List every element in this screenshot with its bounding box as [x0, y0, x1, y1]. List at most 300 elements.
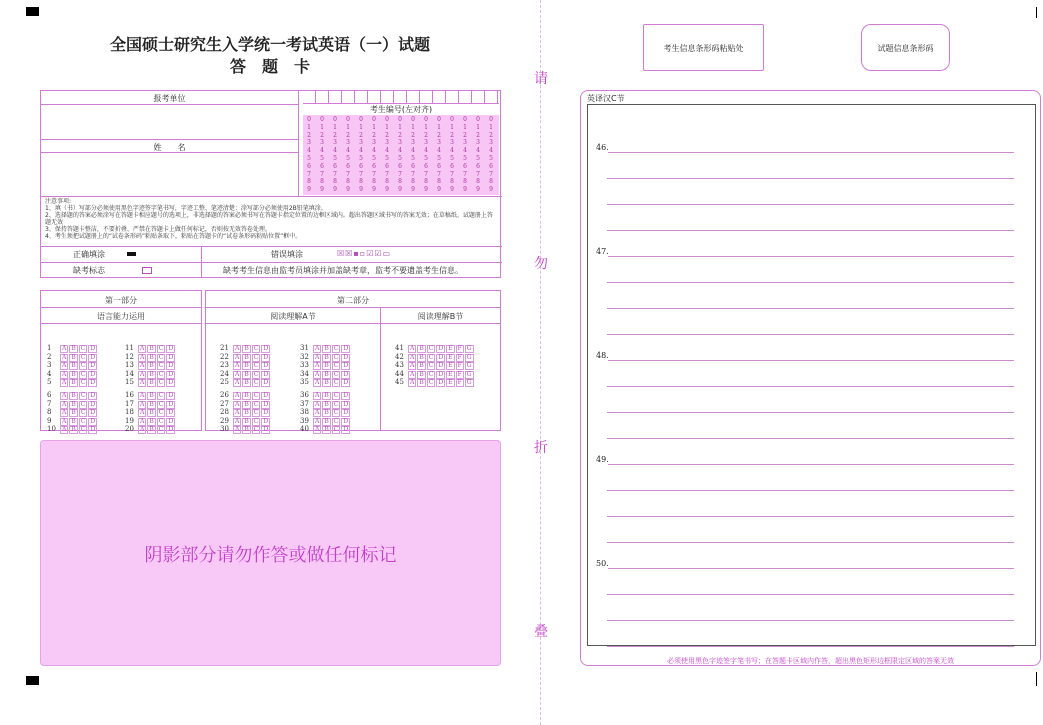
digit-bubble[interactable]: 0 — [463, 116, 467, 123]
digit-bubble[interactable]: 2 — [437, 131, 441, 139]
option-bubble[interactable]: C — [158, 426, 164, 433]
option-bubble[interactable]: B — [419, 362, 424, 369]
option-bubble[interactable]: C — [80, 400, 86, 408]
digit-bubble[interactable]: 1 — [398, 123, 402, 131]
option-bubble[interactable]: D — [168, 392, 174, 399]
option-bubble[interactable]: B — [324, 370, 329, 378]
option-bubble[interactable]: C — [253, 417, 259, 425]
digit-bubble[interactable]: 3 — [411, 139, 415, 147]
option-bubble[interactable]: F — [457, 379, 462, 386]
digit-bubble[interactable]: 2 — [359, 131, 363, 139]
option-bubble[interactable]: C — [333, 409, 339, 416]
digit-bubble[interactable]: 1 — [359, 123, 363, 131]
option-bubble[interactable]: C — [428, 370, 434, 378]
option-bubble[interactable]: C — [253, 426, 259, 433]
option-bubble[interactable]: D — [343, 426, 349, 433]
option-bubble[interactable]: A — [235, 379, 240, 386]
digit-bubble[interactable]: 9 — [450, 186, 454, 194]
answer-line[interactable] — [607, 230, 1014, 231]
exam-number-column[interactable] — [433, 116, 445, 194]
option-bubble[interactable]: C — [158, 345, 164, 352]
answer-line[interactable] — [607, 594, 1014, 595]
digit-bubble[interactable]: 3 — [476, 139, 480, 147]
option-bubble[interactable]: E — [448, 353, 453, 361]
digit-bubble[interactable]: 0 — [385, 116, 389, 123]
digit-bubble[interactable]: 7 — [359, 170, 363, 178]
digit-bubble[interactable]: 8 — [385, 178, 389, 186]
option-bubble[interactable]: D — [90, 345, 96, 352]
option-bubble[interactable]: B — [244, 345, 249, 352]
digit-bubble[interactable]: 9 — [359, 186, 363, 194]
option-bubble[interactable]: A — [315, 409, 320, 416]
option-bubble[interactable]: D — [438, 370, 444, 378]
answer-line[interactable] — [607, 282, 1014, 283]
digit-bubble[interactable]: 3 — [346, 139, 350, 147]
option-bubble[interactable]: B — [244, 400, 249, 408]
option-bubble[interactable]: C — [333, 426, 339, 433]
answer-line[interactable] — [608, 464, 1014, 465]
option-bubble[interactable]: C — [333, 417, 339, 425]
answer-line[interactable] — [607, 308, 1014, 309]
digit-bubble[interactable]: 3 — [320, 139, 324, 147]
option-bubble[interactable]: D — [263, 392, 269, 399]
digit-bubble[interactable]: 5 — [333, 154, 337, 162]
option-bubble[interactable]: G — [466, 345, 472, 352]
exam-number-column[interactable] — [459, 116, 471, 194]
option-bubble[interactable]: D — [438, 379, 444, 386]
option-bubble[interactable]: C — [253, 370, 259, 378]
digit-bubble[interactable]: 2 — [320, 131, 324, 139]
option-bubble[interactable]: A — [235, 345, 240, 352]
digit-bubble[interactable]: 4 — [307, 147, 311, 155]
option-bubble[interactable]: D — [438, 353, 444, 361]
digit-bubble[interactable]: 7 — [372, 170, 376, 178]
option-bubble[interactable]: C — [80, 426, 86, 433]
digit-bubble[interactable]: 3 — [424, 139, 428, 147]
option-bubble[interactable]: D — [263, 370, 269, 378]
option-bubble[interactable]: F — [457, 362, 462, 369]
option-bubble[interactable]: D — [438, 345, 444, 352]
digit-bubble[interactable]: 3 — [437, 139, 441, 147]
option-bubble[interactable]: D — [168, 370, 174, 378]
option-bubble[interactable]: B — [149, 400, 154, 408]
option-bubble[interactable]: A — [140, 379, 145, 386]
option-bubble[interactable]: G — [466, 362, 472, 369]
answer-line[interactable] — [607, 620, 1014, 621]
option-bubble[interactable]: B — [71, 353, 76, 361]
option-bubble[interactable]: D — [168, 345, 174, 352]
option-bubble[interactable]: B — [149, 345, 154, 352]
digit-bubble[interactable]: 2 — [463, 131, 467, 139]
digit-bubble[interactable]: 7 — [320, 170, 324, 178]
digit-bubble[interactable]: 1 — [424, 123, 428, 131]
digit-bubble[interactable]: 1 — [476, 123, 480, 131]
digit-bubble[interactable]: 6 — [307, 162, 311, 170]
option-bubble[interactable]: A — [62, 362, 67, 369]
digit-bubble[interactable]: 7 — [307, 170, 311, 178]
option-bubble[interactable]: C — [158, 417, 164, 425]
digit-bubble[interactable]: 4 — [372, 147, 376, 155]
option-bubble[interactable]: B — [244, 409, 249, 416]
digit-bubble[interactable]: 5 — [437, 154, 441, 162]
option-bubble[interactable]: A — [62, 370, 67, 378]
digit-bubble[interactable]: 6 — [385, 162, 389, 170]
digit-bubble[interactable]: 2 — [346, 131, 350, 139]
digit-bubble[interactable]: 4 — [333, 147, 337, 155]
digit-bubble[interactable]: 4 — [411, 147, 415, 155]
digit-bubble[interactable]: 8 — [411, 178, 415, 186]
option-bubble[interactable]: E — [448, 345, 453, 352]
option-bubble[interactable]: C — [253, 400, 259, 408]
digit-bubble[interactable]: 7 — [489, 170, 493, 178]
digit-bubble[interactable]: 7 — [463, 170, 467, 178]
answer-line[interactable] — [607, 646, 1014, 647]
digit-bubble[interactable]: 8 — [307, 178, 311, 186]
digit-bubble[interactable]: 9 — [398, 186, 402, 194]
digit-bubble[interactable]: 6 — [489, 162, 493, 170]
option-bubble[interactable]: A — [140, 426, 145, 433]
option-bubble[interactable]: B — [149, 417, 154, 425]
option-bubble[interactable]: A — [315, 417, 320, 425]
digit-bubble[interactable]: 3 — [385, 139, 389, 147]
option-bubble[interactable]: D — [168, 400, 174, 408]
exam-number-column[interactable] — [329, 116, 341, 194]
exam-number-column[interactable] — [394, 116, 406, 194]
digit-bubble[interactable]: 8 — [359, 178, 363, 186]
digit-bubble[interactable]: 2 — [385, 131, 389, 139]
option-bubble[interactable]: D — [438, 362, 444, 369]
option-bubble[interactable]: F — [457, 370, 462, 378]
option-bubble[interactable]: B — [71, 362, 76, 369]
exam-number-grid[interactable] — [303, 115, 499, 195]
digit-bubble[interactable]: 8 — [398, 178, 402, 186]
option-bubble[interactable]: B — [324, 426, 329, 433]
digit-bubble[interactable]: 7 — [411, 170, 415, 178]
option-bubble[interactable]: B — [324, 392, 329, 399]
digit-bubble[interactable]: 0 — [450, 116, 454, 123]
option-bubble[interactable]: B — [324, 353, 329, 361]
exam-number-column[interactable] — [381, 116, 393, 194]
digit-bubble[interactable]: 4 — [320, 147, 324, 155]
digit-bubble[interactable]: 4 — [359, 147, 363, 155]
digit-bubble[interactable]: 1 — [346, 123, 350, 131]
option-bubble[interactable]: B — [149, 426, 154, 433]
digit-bubble[interactable]: 6 — [398, 162, 402, 170]
option-bubble[interactable]: D — [168, 353, 174, 361]
option-bubble[interactable]: A — [235, 426, 240, 433]
option-bubble[interactable]: A — [410, 370, 415, 378]
option-bubble[interactable]: D — [263, 417, 269, 425]
digit-bubble[interactable]: 9 — [489, 186, 493, 194]
option-bubble[interactable]: D — [168, 379, 174, 386]
option-bubble[interactable]: A — [235, 392, 240, 399]
digit-bubble[interactable]: 1 — [333, 123, 337, 131]
option-bubble[interactable]: A — [140, 392, 145, 399]
option-bubble[interactable]: G — [466, 379, 472, 386]
digit-bubble[interactable]: 8 — [437, 178, 441, 186]
option-bubble[interactable]: C — [80, 409, 86, 416]
option-bubble[interactable]: A — [140, 400, 145, 408]
digit-bubble[interactable]: 1 — [385, 123, 389, 131]
option-bubble[interactable]: B — [324, 379, 329, 386]
answer-line[interactable] — [607, 542, 1014, 543]
option-bubble[interactable]: B — [71, 379, 76, 386]
option-bubble[interactable]: D — [263, 345, 269, 352]
option-bubble[interactable]: B — [149, 370, 154, 378]
option-bubble[interactable]: A — [62, 400, 67, 408]
option-bubble[interactable]: B — [71, 417, 76, 425]
exam-number-write-row[interactable] — [303, 91, 499, 104]
exam-number-column[interactable] — [420, 116, 432, 194]
option-bubble[interactable]: F — [457, 345, 462, 352]
option-bubble[interactable]: C — [428, 379, 434, 386]
digit-bubble[interactable]: 8 — [489, 178, 493, 186]
exam-number-column[interactable] — [472, 116, 484, 194]
option-bubble[interactable]: B — [324, 362, 329, 369]
digit-bubble[interactable]: 5 — [372, 154, 376, 162]
digit-bubble[interactable]: 5 — [359, 154, 363, 162]
digit-bubble[interactable]: 4 — [346, 147, 350, 155]
option-bubble[interactable]: C — [80, 417, 86, 425]
option-bubble[interactable]: A — [315, 353, 320, 361]
option-bubble[interactable]: A — [235, 417, 240, 425]
answer-line[interactable] — [607, 178, 1014, 179]
digit-bubble[interactable]: 6 — [333, 162, 337, 170]
option-bubble[interactable]: C — [428, 345, 434, 352]
option-bubble[interactable]: C — [80, 345, 86, 352]
digit-bubble[interactable]: 0 — [359, 116, 363, 123]
option-bubble[interactable]: A — [410, 362, 415, 369]
option-bubble[interactable]: G — [466, 353, 472, 361]
digit-bubble[interactable]: 0 — [320, 116, 324, 123]
option-bubble[interactable]: A — [315, 379, 320, 386]
option-bubble[interactable]: C — [158, 353, 164, 361]
option-bubble[interactable]: D — [90, 409, 96, 416]
option-bubble[interactable]: B — [324, 345, 329, 352]
absent-checkbox[interactable] — [142, 267, 152, 274]
exam-number-column[interactable] — [446, 116, 458, 194]
option-bubble[interactable]: C — [80, 370, 86, 378]
option-bubble[interactable]: D — [343, 379, 349, 386]
answer-line[interactable] — [607, 438, 1014, 439]
answer-line[interactable] — [607, 204, 1014, 205]
option-bubble[interactable]: B — [419, 345, 424, 352]
option-bubble[interactable]: B — [244, 392, 249, 399]
digit-bubble[interactable]: 2 — [476, 131, 480, 139]
digit-bubble[interactable]: 0 — [424, 116, 428, 123]
digit-bubble[interactable]: 2 — [424, 131, 428, 139]
digit-bubble[interactable]: 2 — [307, 131, 311, 139]
option-bubble[interactable]: A — [315, 392, 320, 399]
digit-bubble[interactable]: 6 — [476, 162, 480, 170]
digit-bubble[interactable]: 5 — [320, 154, 324, 162]
option-bubble[interactable]: A — [410, 379, 415, 386]
answer-line[interactable] — [607, 386, 1014, 387]
answer-line[interactable] — [608, 152, 1014, 153]
option-bubble[interactable]: C — [428, 362, 434, 369]
digit-bubble[interactable]: 0 — [476, 116, 480, 123]
option-bubble[interactable]: F — [457, 353, 462, 361]
option-bubble[interactable]: C — [333, 400, 339, 408]
option-bubble[interactable]: D — [343, 353, 349, 361]
digit-bubble[interactable]: 8 — [346, 178, 350, 186]
digit-bubble[interactable]: 1 — [437, 123, 441, 131]
digit-bubble[interactable]: 1 — [411, 123, 415, 131]
option-bubble[interactable]: C — [253, 353, 259, 361]
digit-bubble[interactable]: 7 — [333, 170, 337, 178]
digit-bubble[interactable]: 0 — [372, 116, 376, 123]
option-bubble[interactable]: D — [343, 370, 349, 378]
option-bubble[interactable]: D — [90, 426, 96, 433]
option-bubble[interactable]: B — [71, 370, 76, 378]
answer-line[interactable] — [607, 412, 1014, 413]
answer-line[interactable] — [608, 568, 1014, 569]
digit-bubble[interactable]: 5 — [424, 154, 428, 162]
option-bubble[interactable]: C — [158, 362, 164, 369]
digit-bubble[interactable]: 1 — [307, 123, 311, 131]
digit-bubble[interactable]: 3 — [372, 139, 376, 147]
digit-bubble[interactable]: 6 — [437, 162, 441, 170]
option-bubble[interactable]: A — [62, 417, 67, 425]
option-bubble[interactable]: A — [410, 353, 415, 361]
option-bubble[interactable]: A — [235, 370, 240, 378]
digit-bubble[interactable]: 3 — [398, 139, 402, 147]
option-bubble[interactable]: A — [140, 345, 145, 352]
option-bubble[interactable]: B — [244, 379, 249, 386]
option-bubble[interactable]: C — [158, 400, 164, 408]
option-bubble[interactable]: D — [90, 417, 96, 425]
digit-bubble[interactable]: 9 — [320, 186, 324, 194]
digit-bubble[interactable]: 3 — [489, 139, 493, 147]
option-bubble[interactable]: B — [149, 392, 154, 399]
option-bubble[interactable]: D — [90, 353, 96, 361]
option-bubble[interactable]: C — [80, 362, 86, 369]
option-bubble[interactable]: C — [253, 409, 259, 416]
exam-number-column[interactable] — [485, 116, 497, 194]
option-bubble[interactable]: C — [253, 345, 259, 352]
digit-bubble[interactable]: 5 — [307, 154, 311, 162]
digit-bubble[interactable]: 4 — [424, 147, 428, 155]
digit-bubble[interactable]: 4 — [437, 147, 441, 155]
digit-bubble[interactable]: 3 — [333, 139, 337, 147]
option-bubble[interactable]: C — [80, 379, 86, 386]
digit-bubble[interactable]: 0 — [437, 116, 441, 123]
digit-bubble[interactable]: 4 — [398, 147, 402, 155]
digit-bubble[interactable]: 5 — [346, 154, 350, 162]
digit-bubble[interactable]: 6 — [411, 162, 415, 170]
option-bubble[interactable]: D — [343, 392, 349, 399]
digit-bubble[interactable]: 2 — [398, 131, 402, 139]
digit-bubble[interactable]: 9 — [463, 186, 467, 194]
option-bubble[interactable]: D — [263, 400, 269, 408]
exam-number-column[interactable] — [342, 116, 354, 194]
option-bubble[interactable]: A — [315, 426, 320, 433]
option-bubble[interactable]: A — [140, 353, 145, 361]
digit-bubble[interactable]: 6 — [424, 162, 428, 170]
option-bubble[interactable]: C — [158, 409, 164, 416]
digit-bubble[interactable]: 6 — [320, 162, 324, 170]
option-bubble[interactable]: D — [343, 417, 349, 425]
digit-bubble[interactable]: 7 — [476, 170, 480, 178]
digit-bubble[interactable]: 4 — [476, 147, 480, 155]
digit-bubble[interactable]: 0 — [489, 116, 493, 123]
option-bubble[interactable]: A — [62, 392, 67, 399]
digit-bubble[interactable]: 7 — [424, 170, 428, 178]
option-bubble[interactable]: B — [324, 417, 329, 425]
option-bubble[interactable]: D — [168, 362, 174, 369]
digit-bubble[interactable]: 1 — [372, 123, 376, 131]
option-bubble[interactable]: D — [168, 417, 174, 425]
option-bubble[interactable]: D — [90, 379, 96, 386]
option-bubble[interactable]: D — [90, 392, 96, 399]
option-bubble[interactable]: C — [428, 353, 434, 361]
option-bubble[interactable]: A — [62, 426, 67, 433]
digit-bubble[interactable]: 1 — [489, 123, 493, 131]
option-bubble[interactable]: D — [90, 400, 96, 408]
digit-bubble[interactable]: 7 — [385, 170, 389, 178]
digit-bubble[interactable]: 2 — [411, 131, 415, 139]
option-bubble[interactable]: B — [244, 370, 249, 378]
option-bubble[interactable]: B — [244, 417, 249, 425]
digit-bubble[interactable]: 7 — [398, 170, 402, 178]
digit-bubble[interactable]: 3 — [450, 139, 454, 147]
digit-bubble[interactable]: 5 — [463, 154, 467, 162]
digit-bubble[interactable]: 9 — [411, 186, 415, 194]
answer-line[interactable] — [607, 516, 1014, 517]
digit-bubble[interactable]: 6 — [463, 162, 467, 170]
digit-bubble[interactable]: 8 — [463, 178, 467, 186]
digit-bubble[interactable]: 2 — [372, 131, 376, 139]
option-bubble[interactable]: A — [62, 409, 67, 416]
digit-bubble[interactable]: 6 — [359, 162, 363, 170]
exam-number-column[interactable] — [316, 116, 328, 194]
option-bubble[interactable]: B — [244, 353, 249, 361]
option-bubble[interactable]: C — [80, 353, 86, 361]
option-bubble[interactable]: B — [149, 362, 154, 369]
option-bubble[interactable]: E — [448, 362, 453, 369]
option-bubble[interactable]: C — [333, 379, 339, 386]
option-bubble[interactable]: D — [263, 409, 269, 416]
exam-number-column[interactable] — [368, 116, 380, 194]
digit-bubble[interactable]: 8 — [424, 178, 428, 186]
option-bubble[interactable]: D — [263, 353, 269, 361]
option-bubble[interactable]: B — [244, 362, 249, 369]
option-bubble[interactable]: D — [343, 362, 349, 369]
option-bubble[interactable]: A — [410, 345, 415, 352]
digit-bubble[interactable]: 6 — [450, 162, 454, 170]
digit-bubble[interactable]: 3 — [463, 139, 467, 147]
digit-bubble[interactable]: 8 — [372, 178, 376, 186]
option-bubble[interactable]: A — [140, 362, 145, 369]
digit-bubble[interactable]: 6 — [372, 162, 376, 170]
option-bubble[interactable]: A — [140, 370, 145, 378]
answer-line[interactable] — [608, 256, 1014, 257]
digit-bubble[interactable]: 1 — [450, 123, 454, 131]
digit-bubble[interactable]: 9 — [476, 186, 480, 194]
digit-bubble[interactable]: 5 — [398, 154, 402, 162]
digit-bubble[interactable]: 5 — [476, 154, 480, 162]
option-bubble[interactable]: A — [315, 370, 320, 378]
option-bubble[interactable]: D — [263, 426, 269, 433]
option-bubble[interactable]: B — [244, 426, 249, 433]
option-bubble[interactable]: C — [158, 370, 164, 378]
option-bubble[interactable]: D — [263, 379, 269, 386]
digit-bubble[interactable]: 9 — [372, 186, 376, 194]
option-bubble[interactable]: E — [448, 370, 453, 378]
option-bubble[interactable]: D — [90, 362, 96, 369]
option-bubble[interactable]: D — [168, 409, 174, 416]
option-bubble[interactable]: B — [71, 409, 76, 416]
